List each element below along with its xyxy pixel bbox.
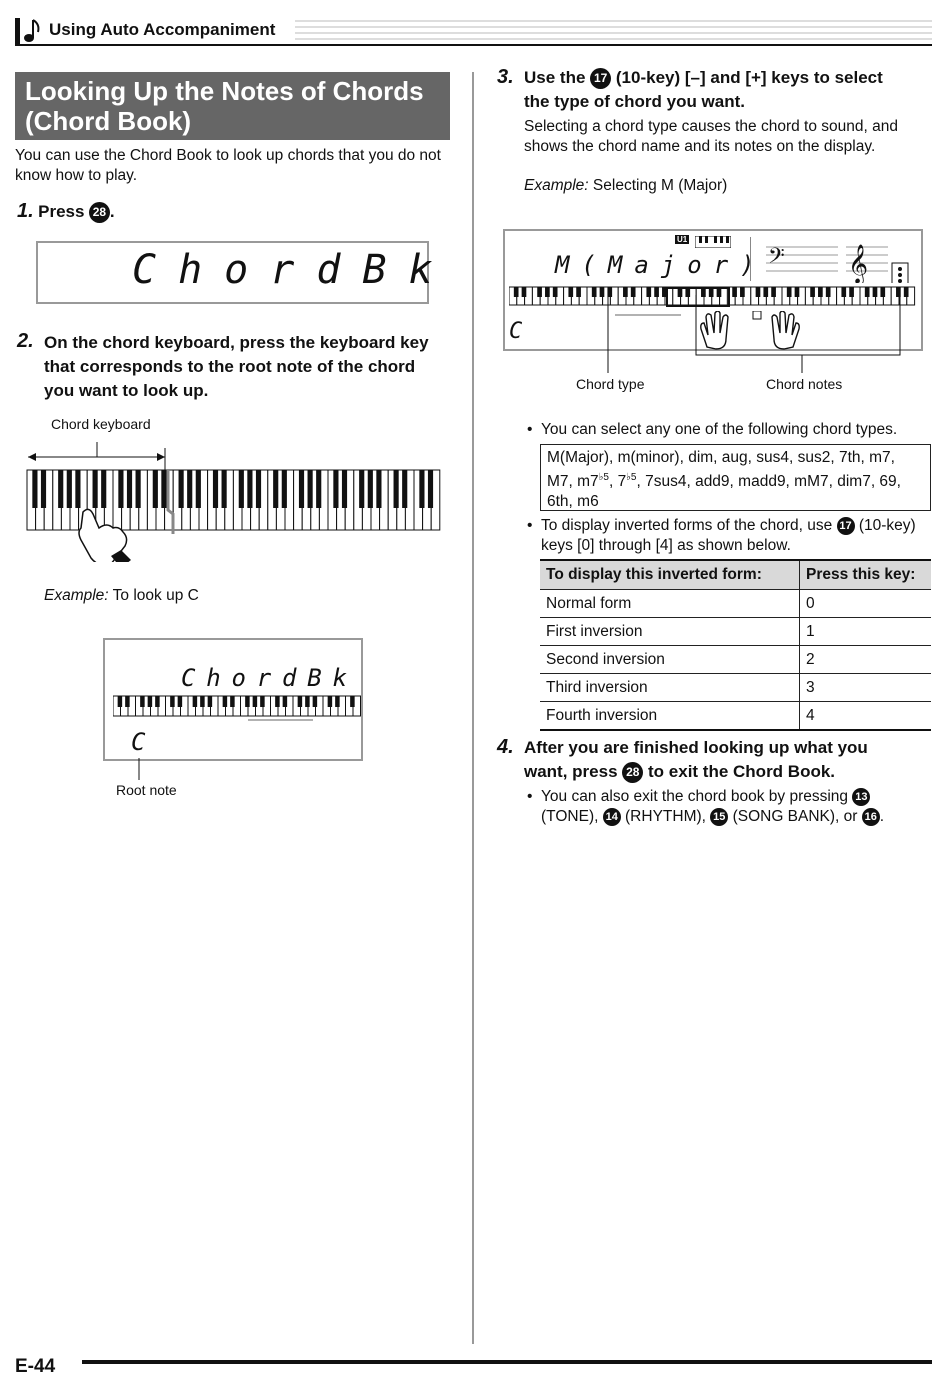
black-key [402,470,407,508]
table-header-form: To display this inverted form: [540,560,800,590]
intro-line2: know how to play. [15,167,138,184]
black-key [222,470,227,508]
step4-line2-pre: want, press [524,762,618,781]
black-key [283,696,288,707]
table-row [540,702,931,731]
intro-paragraph [15,146,441,186]
bullet-exit [527,787,885,825]
lcd-keyboard-strip [113,694,361,724]
lcd-display-step1 [36,241,455,304]
step3-line1-rest: (10-key) [–] and [+] keys to select [615,68,883,87]
mini-keyboard-icon [695,236,731,248]
keyboard-illustration [25,440,441,562]
table-header-key: Press this key: [800,560,932,590]
table-row [540,646,931,674]
black-key [298,696,303,707]
footer-rule [82,1360,932,1364]
step2-line3: you want to look up. [44,381,209,400]
bullet-chord-types-text: You can select any one of the following chord types. [541,421,898,438]
bullet-dot: • [527,421,533,438]
black-key [178,696,183,707]
tone-text: (TONE), [541,808,603,825]
section-title [15,72,450,140]
black-key [32,470,37,508]
black-key [140,696,145,707]
bullet2-line2: keys [0] through [4] as shown below. [541,537,791,554]
black-key [328,696,333,707]
example-label: Example: [524,177,589,194]
table-cell: 4 [800,702,932,731]
step3-number: 3. [497,66,514,88]
black-key [576,287,581,297]
bullet-inversions-text [541,516,916,556]
black-key [350,696,355,707]
chord-type-label: Chord type [576,376,645,392]
bass-clef-icon: 𝄢 [768,244,785,274]
step4-line1: After you are finished looking up what you [524,738,868,757]
intro-line1: You can use the Chord Book to look up chords that you do not [15,147,441,164]
bullet-dot: • [527,788,533,805]
page-number: E-44 [15,1356,56,1377]
black-key [93,470,98,508]
flat5-sup2: ♭5 [626,472,637,483]
end-period: . [879,808,885,825]
table-cell: Second inversion [540,646,800,674]
step4-text [524,736,868,784]
black-key [161,470,166,508]
step3-desc1: Selecting a chord type causes the chord to sound, and [524,118,898,135]
black-key [299,470,304,508]
lcd-text-chordbk-small: ChordBk [181,664,358,692]
types-l2-c: , 7sus4, add9, madd9, mM7, dim7, 69, [636,473,901,491]
step2-line1: On the chord keyboard, press the keyboard key [44,333,429,352]
bullet-inversions [527,516,916,554]
black-key [193,696,198,707]
key-16-icon: 16 [862,808,880,826]
black-key [245,696,250,707]
black-key [239,470,244,508]
table-cell: Fourth inversion [540,702,800,731]
black-key [118,696,123,707]
black-key [155,696,160,707]
lcd-root-char-step3: C [509,319,535,344]
black-key [208,696,213,707]
black-key [313,696,318,707]
step3-desc2: shows the chord name and its notes on the display. [524,138,876,155]
step2-example [44,586,199,606]
step3-desc [524,117,898,157]
black-key [522,287,527,297]
black-key [200,696,205,707]
table-cell: 2 [800,646,932,674]
step3-line2: the type of chord you want. [524,92,746,111]
black-key [316,470,321,508]
types-l2-a: M7, m7 [547,473,599,491]
table-row [540,674,931,702]
types-line2 [547,468,924,492]
black-key [305,696,310,707]
black-key [342,470,347,508]
step4-line2-post: to exit the Chord Book. [648,762,836,781]
black-key [256,470,261,508]
black-key [592,287,597,297]
black-key [428,470,433,508]
black-key [335,696,340,707]
staff-clefs-graphic [750,237,910,283]
key-28-icon: 28 [622,762,643,783]
step1-end: . [109,202,115,221]
black-key [148,696,153,707]
black-key [545,287,550,297]
lcd-chord-name: M(Major) [555,251,767,279]
bullet-chord-types [527,420,898,440]
flat5-sup1: ♭5 [598,472,609,483]
black-key [514,287,519,297]
root-note-leader [137,758,141,780]
black-key [125,696,129,707]
table-cell: 0 [800,590,932,618]
black-key [153,470,158,508]
lcd-text-chordbk: ChordBk [132,247,455,293]
black-key [179,470,184,508]
table-row [540,618,931,646]
step1-number: 1. [17,200,34,222]
example-text: Selecting M (Major) [588,177,728,194]
black-key [308,470,313,508]
step1-text: Press [38,202,85,221]
black-key [419,470,424,508]
key-13-icon: 13 [852,788,870,806]
example-label: Example: [44,587,109,604]
mini-indicator: U1 [677,235,688,244]
step3-example [524,176,727,196]
black-key [553,287,558,297]
black-key [568,287,573,297]
black-key [368,470,373,508]
chord-types-box [540,444,931,511]
bullet-exit-text [541,787,884,827]
table-cell: Normal form [540,590,800,618]
black-key [537,287,542,297]
chord-keyboard-label: Chord keyboard [51,416,151,432]
treble-clef-icon: 𝄞 [848,244,869,283]
bullet2-post: (10-key) [858,517,916,534]
key-15-icon: 15 [710,808,728,826]
step2-text [44,331,429,403]
black-key [75,470,80,508]
step3-text [524,66,883,114]
callout-leaders [600,285,910,375]
black-key [359,470,364,508]
black-key [275,696,280,707]
bullet-exit-pre: You can also exit the chord book by pressing [541,788,849,805]
section-title-line1: Looking Up the Notes of Chords [25,76,424,106]
black-key [127,470,132,508]
black-key [41,470,46,508]
song-bank-text: (SONG BANK), or [728,808,862,825]
bullet-dot: • [527,517,533,534]
black-key [67,470,72,508]
section-title-line2: (Chord Book) [25,106,192,136]
black-key [223,696,228,707]
black-key [273,470,278,508]
black-key [376,470,381,508]
black-key [253,696,258,707]
black-key [196,470,201,508]
black-key [118,470,123,508]
table-cell: 1 [800,618,932,646]
table-cell: First inversion [540,618,800,646]
step1 [17,200,115,224]
black-key [260,696,265,707]
table-row [540,590,931,618]
rhythm-text: (RHYTHM), [620,808,711,825]
music-note-icon [22,18,42,44]
root-note-label: Root note [116,782,177,798]
key-28-icon: 28 [89,202,110,223]
key-14-icon: 14 [603,808,621,826]
table-cell: Third inversion [540,674,800,702]
column-divider [472,72,474,1344]
types-line3: 6th, m6 [547,493,599,511]
black-key [213,470,218,508]
step4-number: 4. [497,736,514,758]
table-cell: 3 [800,674,932,702]
step3-pre: Use the [524,68,586,87]
black-key [394,470,399,508]
black-key [170,696,175,707]
example-text: To look up C [108,587,199,604]
black-key [333,470,338,508]
key-17-icon: 17 [590,68,611,89]
types-l2-b: , 7 [608,473,627,491]
step2-line2: that corresponds to the root note of the chord [44,357,416,376]
key-17-icon: 17 [837,517,855,535]
black-key [58,470,63,508]
types-line1: M(Major), m(minor), dim, aug, sus4, sus2, 7th, m7, [547,449,895,466]
lcd-root-char: C [131,728,159,756]
step2-number: 2. [17,330,34,352]
bullet2-pre: To display inverted forms of the chord, use [541,517,833,534]
inversion-table [540,559,931,731]
black-key [230,696,235,707]
black-key [247,470,252,508]
lcd-display-step2 [103,638,363,761]
black-key [282,470,287,508]
header-title: Using Auto Accompaniment [49,20,276,39]
black-key [136,470,141,508]
black-key [187,470,192,508]
chord-notes-label: Chord notes [766,376,843,392]
black-key [101,470,106,508]
table-header-row [540,560,931,590]
